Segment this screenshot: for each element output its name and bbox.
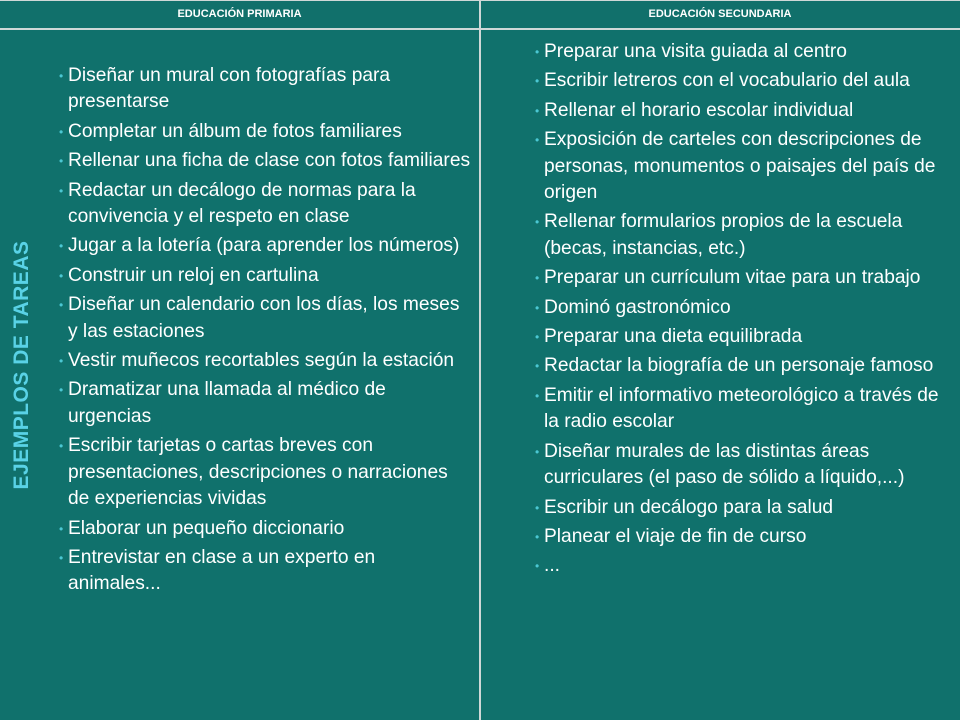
list-item: • Diseñar murales de las distintas áreas curriculares (el paso de sólido a líquido,...) (536, 439, 946, 492)
list-item: • Preparar un currículum vitae para un trabajo (536, 265, 946, 291)
list-item: • Redactar la biografía de un personaje famoso (536, 353, 946, 379)
list-item: • Escribir tarjetas o cartas breves con presentaciones, descripciones o narraciones de experiencias vividas (60, 433, 472, 512)
list-item: • Jugar a la lotería (para aprender los números) (60, 233, 472, 259)
list-item: • Rellenar el horario escolar individual (536, 98, 946, 124)
list-item: • Escribir un decálogo para la salud (536, 495, 946, 521)
header-primary: EDUCACIÓN PRIMARIA (177, 8, 302, 20)
list-item: • Elaborar un pequeño diccionario (60, 516, 472, 542)
list-item: • Dominó gastronómico (536, 295, 946, 321)
secondary-task-list (536, 39, 946, 583)
column-divider (479, 0, 481, 720)
side-label (4, 210, 40, 520)
list-item: • Exposición de carteles con descripciones de personas, monumentos o paisajes del país de origen (536, 127, 946, 206)
list-item: • Emitir el informativo meteorológico a través de la radio escolar (536, 383, 946, 436)
list-item: • Planear el viaje de fin de curso (536, 524, 946, 550)
list-item: • ... (536, 553, 946, 579)
list-item: • Dramatizar una llamada al médico de urgencias (60, 377, 472, 430)
list-item: • Diseñar un calendario con los días, los meses y las estaciones (60, 292, 472, 345)
list-item: • Preparar una visita guiada al centro (536, 39, 946, 65)
list-item: • Rellenar una ficha de clase con fotos familiares (60, 148, 472, 174)
list-item: • Construir un reloj en cartulina (60, 263, 472, 289)
primary-task-list (60, 63, 472, 601)
list-item: • Rellenar formularios propios de la escuela (becas, instancias, etc.) (536, 209, 946, 262)
side-label-text: EJEMPLOS DE TAREAS (10, 240, 33, 490)
list-item: • Completar un álbum de fotos familiares (60, 119, 472, 145)
header-secondary: EDUCACIÓN SECUNDARIA (648, 8, 792, 20)
list-item: • Vestir muñecos recortables según la estación (60, 348, 472, 374)
list-item: • Diseñar un mural con fotografías para presentarse (60, 63, 472, 116)
list-item: • Escribir letreros con el vocabulario del aula (536, 68, 946, 94)
list-item: • Entrevistar en clase a un experto en animales... (60, 545, 472, 598)
list-item: • Redactar un decálogo de normas para la convivencia y el respeto en clase (60, 178, 472, 231)
list-item: • Preparar una dieta equilibrada (536, 324, 946, 350)
